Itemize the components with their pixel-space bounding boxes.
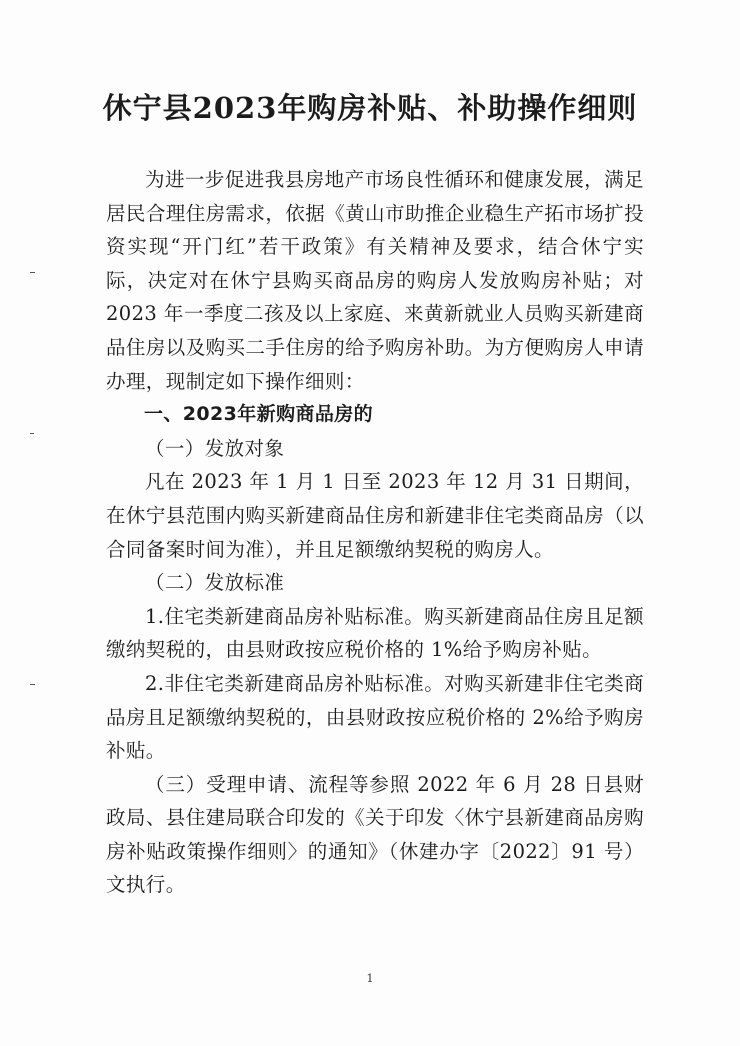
section-heading: 一、2023年新购商品房的 <box>144 403 374 426</box>
scan-mark <box>30 684 35 685</box>
standard-item-residential: 1.住宅类新建商品房补贴标准。购买新建商品住房且足额缴纳契税的，由县财政按应税价格的 1%给予购房补贴。 <box>106 604 644 662</box>
standard-item-nonresidential: 2.非住宅类新建商品房补贴标准。对购买新建非住宅类商品房且足额缴纳契税的，由县财政按应税价格的 2%给予购房补贴。 <box>106 671 644 763</box>
subsection-heading: （二）发放标准 <box>145 571 285 595</box>
document-body <box>106 163 644 902</box>
document-title: 休宁县2023年购房补贴、补助操作细则 <box>102 91 638 125</box>
scan-mark <box>30 433 34 434</box>
eligibility-paragraph: 凡在 2023 年 1 月 1 日至 2023 年 12 月 31 日期间，在休宁县范围内购买新建商品住房和新建非住宅类商品房（以合同备案时间为准），并且足额缴纳契税的购房人。 <box>106 470 644 561</box>
intro-paragraph: 为进一步促进我县房地产市场良性循环和健康发展，满足居民合理住房需求，依据《黄山市助推企业稳生产拓市场扩投资实现“开门红”若干政策》有关精神及要求，结合休宁实际，决定对在休宁县购买商品房的购房人发放购房补贴；对 2023 年一季度二孩及以上家庭、来黄新就业人员购买新建商品住房以及购买二手住房的给予购房补助。为方便购房人申请办理，现制定如下操作细则： <box>106 168 644 393</box>
subsection-heading: （一）发放对象 <box>145 436 285 460</box>
page-number: 1 <box>366 972 374 985</box>
procedure-paragraph: （三）受理申请、流程等参照 2022 年 6 月 28 日县财政局、县住建局联合印发的《关于印发〈休宁县新建商品房购房补贴政策操作细则〉的通知》（休建办字〔2022〕91 号）文执行。 <box>106 772 644 897</box>
scan-mark <box>30 272 35 273</box>
